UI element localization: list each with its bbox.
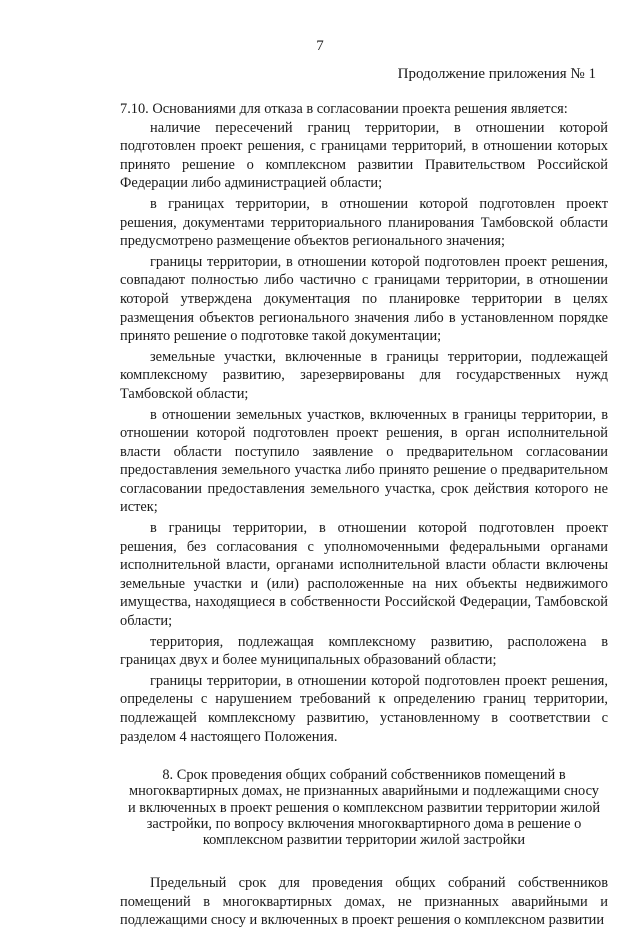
paragraph: границы территории, в отношении которой подготовлен проект решения, определены с нарушением требований к определению границ территории, подлежащей комплексному развитию, установленному в соответствии с разделом 4 настоящего Положения.	[120, 672, 608, 745]
paragraph: Предельный срок для проведения общих собраний собственников помещений в многоквартирных домах, не признанных аварийными и подлежащими сносу и включенных в проект решения о комплексном развитии	[120, 875, 608, 929]
paragraph: наличие пересечений границ территории, в отношении которой подготовлен проект решения, с границами территорий, в отношении которых принято решение о комплексном развитии Правительством Российской Федерации либо администрацией области;	[120, 119, 608, 192]
paragraph: в отношении земельных участков, включенных в границы территории, в отношении которой подготовлен проект решения, в орган исполнительной власти области поступило заявление о предварительном согласовании предоставления земельного участка либо принято решение о предварительном согласовании предоставления земельного участка, срок действия которого не истек;	[120, 406, 608, 516]
appendix-label: Продолжение приложения № 1	[397, 66, 596, 82]
paragraph: границы территории, в отношении которой подготовлен проект решения, совпадают полностью либо частично с границами территории, в отношении которой утверждена документация по планировке территории в целях размещения объектов регионального значения либо в установленном порядке принято решение о подготовке такой документации;	[120, 253, 608, 345]
section-heading: 8. Срок проведения общих собраний собственников помещений в многоквартирных домах, не признанных аварийными и подлежащими сносу и включенных в проект решения о комплексном развитии территории жилой застройки, по вопросу включения многоквартирного дома в решение о комплексном развитии территории жилой застройки	[127, 767, 601, 848]
page-number: 7	[316, 38, 324, 54]
document-body	[120, 100, 608, 930]
paragraph: в границы территории, в отношении которой подготовлен проект решения, без согласования с уполномоченными федеральными органами исполнительной власти, органами исполнительной власти области включены земельные участки и (или) расположенные на них объекты недвижимого имущества, находящиеся в собственности Российской Федерации, Тамбовской области;	[120, 520, 608, 630]
paragraph: 7.10. Основаниями для отказа в согласовании проекта решения является:	[120, 101, 568, 117]
paragraph: земельные участки, включенные в границы территории, подлежащей комплексному развитию, зарезервированы для государственных нужд Тамбовской области;	[120, 348, 608, 402]
paragraph: в границах территории, в отношении которой подготовлен проект решения, документами территориального планирования Тамбовской области предусмотрено размещение объектов регионального значения;	[120, 195, 608, 250]
paragraph: территория, подлежащая комплексному развитию, расположена в границах двух и более муниципальных образований области;	[120, 633, 608, 669]
